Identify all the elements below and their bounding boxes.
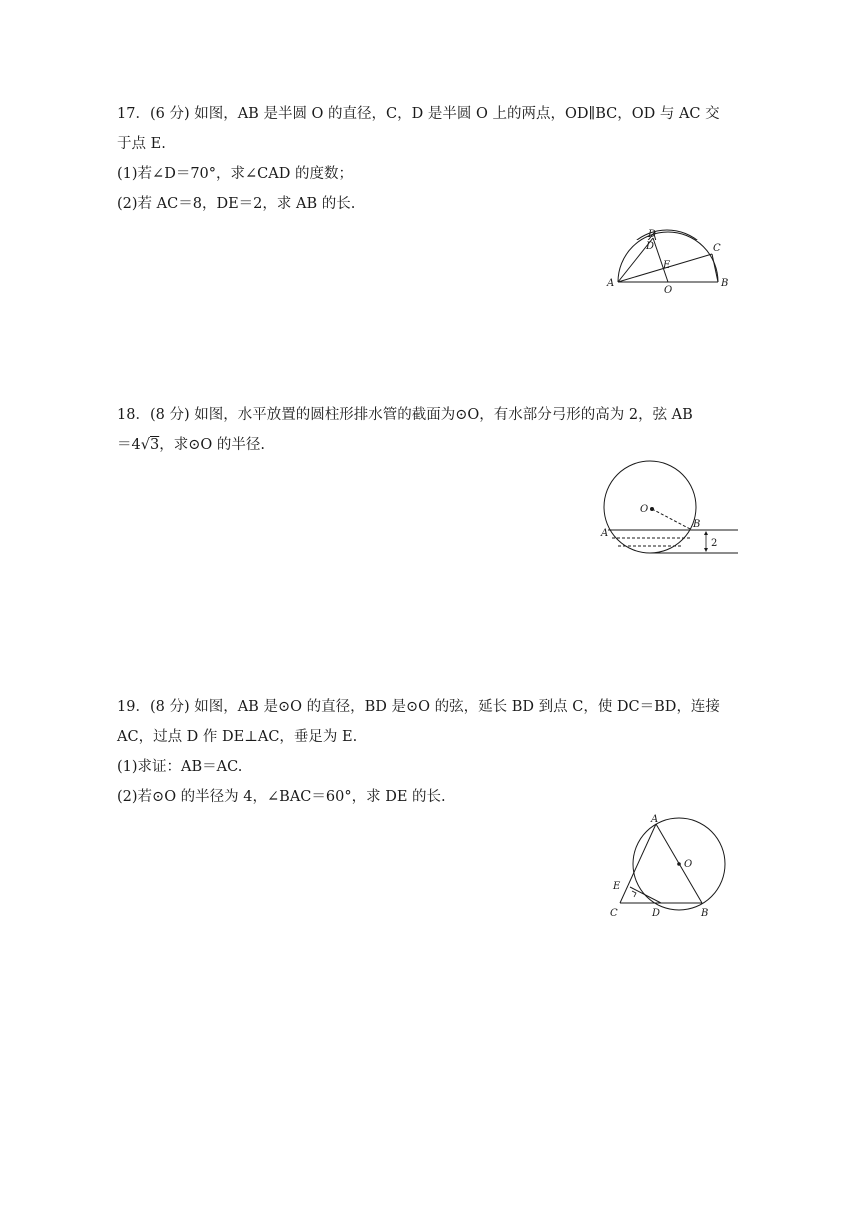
q19-part2: (2)若⊙O 的半径为 4，∠BAC＝60°，求 DE 的长. xyxy=(117,789,446,805)
q18-label-o: O xyxy=(640,504,649,515)
q18-label-height: 2 xyxy=(711,538,718,549)
q17-label-d2: D xyxy=(646,241,655,252)
q18-prefix: ＝4 xyxy=(117,437,141,453)
q19-part1: (1)求证：AB＝AC. xyxy=(117,759,243,775)
q19-label-o: O xyxy=(684,859,693,870)
q19-stem-line1: 19．(8 分) 如图，AB 是⊙O 的直径，BD 是⊙O 的弦，延长 BD 到点 C，使 DC＝BD，连接 xyxy=(117,699,720,715)
q18-suffix: ，求⊙O 的半径. xyxy=(159,437,265,453)
q17-label-d: D xyxy=(648,229,657,240)
q19-label-c: C xyxy=(610,908,618,919)
q19-circle-figure xyxy=(606,812,736,922)
q18-stem-line1: 18．(8 分) 如图，水平放置的圆柱形排水管的截面为⊙O，有水部分弓形的高为 2，弦 AB xyxy=(117,407,693,423)
q19-label-e: E xyxy=(613,881,621,892)
q17-stem-line1: 17．(6 分) 如图，AB 是半圆 O 的直径，C，D 是半圆 O 上的两点，OD∥BC，OD 与 AC 交 xyxy=(117,106,720,122)
q19-stem-line2: AC，过点 D 作 DE⊥AC，垂足为 E. xyxy=(117,729,358,745)
q18-label-a: A xyxy=(601,528,609,539)
q19-label-b: B xyxy=(701,908,709,919)
q18-label-b: B xyxy=(693,519,701,530)
q17-stem-line2: 于点 E. xyxy=(117,136,166,152)
sqrt-icon: √ xyxy=(140,437,150,453)
q17-part1: (1)若∠D＝70°，求∠CAD 的度数； xyxy=(117,166,353,182)
q17-label-c: C xyxy=(713,243,721,254)
q17-part2: (2)若 AC＝8，DE＝2，求 AB 的长. xyxy=(117,196,356,212)
q17-semicircle-diagram xyxy=(600,240,740,295)
q17-label-e: E xyxy=(663,260,671,271)
q18-stem-line2 xyxy=(117,435,265,455)
q18-pipe-figure xyxy=(598,460,738,560)
q18-radical: 3 xyxy=(149,437,160,453)
q17-label-b: B xyxy=(721,278,729,289)
q17-label-a: A xyxy=(607,278,615,289)
q17-label-o: O xyxy=(664,285,673,296)
q19-label-d: D xyxy=(652,908,661,919)
q19-label-a: A xyxy=(651,814,659,825)
